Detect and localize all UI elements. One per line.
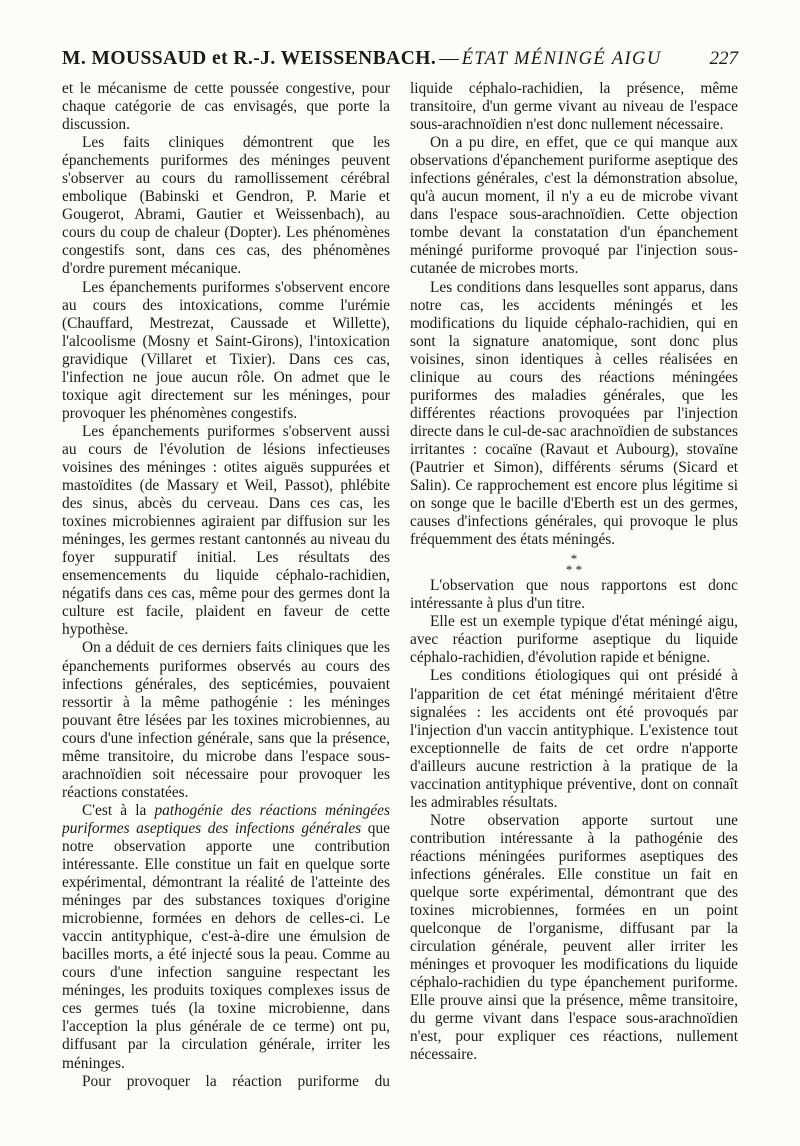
paragraph: Les épanchements puriformes s'observent encore au cours des intoxications, comme l'urémie (Chauffard, Mestrezat, Caussade et Willette), l'alcoolisme (Mosny et Saint-Girons), l'intoxication gravidique (Villaret et Tixier). Dans ces cas, l'infection ne joue aucun rôle. On admet que le toxique agit directement sur les méninges, pour provoquer les phénomènes congestifs. <box>62 278 390 422</box>
page-number: 227 <box>709 48 738 69</box>
running-header <box>62 42 738 76</box>
paragraph: Notre observation apporte surtout une contribution intéressante à la pathogénie des réactions méningées puriformes aseptiques des infections générales. Elle constitue un fait en quelque sorte expérimental, démontrant que des toxines microbiennes, formées en un point quelconque de l'organisme, diffusant par la circulation générale, peuvent aller irriter les méninges et provoquer les modifications du liquide céphalo-rachidien du type épanchement puriforme. Elle prouve ainsi que la présence, même transitoire, du germe vivant dans l'espace sous-arachnoïdien n'est, pour expliquer ces réactions, nullement nécessaire. <box>410 811 738 1064</box>
paragraph-text: C'est à la <box>82 801 155 819</box>
paragraph-text: que notre observation apporte une contribution intéressante. Elle constitue un fait en quelque sorte expérimental, démontrant la réalité de l'atteinte des méninges par des substances toxiques d'origine microbienne, formées en dehors de celles-ci. Le vaccin antityphique, c'est-à-dire une émulsion de bacilles morts, a été injecté sous la peau. Comme au cours d'une infection sanguine respectant les méninges, les produits toxiques complexes issus de ces germes tués (la toxine microbienne, dans l'acception la plus générale de ce terme) ont pu, diffusant par la circulation générale, irriter les méninges. <box>62 819 390 1072</box>
section-separator <box>410 551 738 578</box>
header-separator: — <box>439 48 459 69</box>
paragraph: liquide céphalo-rachidien, la présence, même transitoire, d'un germe vivant au niveau de l'espace sous-arachnoïdien n'est donc nullement nécessaire. <box>410 80 738 134</box>
asterism-top: * <box>570 551 578 567</box>
paragraph: Les conditions dans lesquelles sont apparus, dans notre cas, les accidents méningés et les modifications du liquide céphalo-rachidien, qui en sont la signature anatomique, sont donc plus voisines, sinon identiques à celles réalisées en clinique au cours des réactions méningées puriformes des maladies générales, que les différentes réactions provoquées par l'injection directe dans le cul-de-sac arachnoïdien de substances irritantes : cocaïne (Ravaut et Aubourg), stovaïne (Pautrier et Simon), différents sérums (Sicard et Salin). Ce rapprochement est encore plus légitime si on songe que le bacille d'Eberth est un des germes, causes d'infections générales, qui provoque le plus fréquemment des états méningés. <box>410 278 738 549</box>
paragraph: Les conditions étiologiques qui ont présidé à l'apparition de cet état méningé méritaient d'être signalées : les accidents ont été provoqués par l'injection d'un vaccin antityphique. L'existence tout exceptionnelle de faits de cet ordre n'apporte d'ailleurs aucune restriction à la pratique de la vaccination antityphique préventive, dont on connaît les admirables résultats. <box>410 667 738 811</box>
emphasis-text: pathogénie des réactions méningées puriformes aseptiques des infections générales <box>62 801 390 837</box>
paragraph <box>62 802 390 1073</box>
paragraph: Pour provoquer la réaction puriforme du <box>82 1072 390 1090</box>
paragraph: Les épanchements puriformes s'observent aussi au cours de l'évolution de lésions infectieuses voisines des méninges : otites aiguës suppurées et mastoïdites (de Massary et Weil, Passot), phlébite des sinus, abcès du cerveau. Dans ces cas, les toxines microbiennes agiraient par diffusion sur les méninges, les germes restant cantonnés au niveau du foyer suppuratif initial. Les résultats des ensemencements du liquide céphalo-rachidien, négatifs dans ces cas, même pour des germes dont la culture est facile, plaident en faveur de cette hypothèse. <box>62 422 390 639</box>
asterism-bottom: * * <box>565 562 583 578</box>
left-column <box>62 80 390 1090</box>
paragraph: On a pu dire, en effet, que ce qui manque aux observations d'épanchement puriforme aseptique des infections générales, c'est la démonstration absolue, qu'à aucun moment, il n'y a eu de microbe vivant dans l'espace sous-arachnoïdien. Cette objection tombe devant la constatation d'un épanchement méningé puriforme provoqué par l'injection sous-cutanée de microbes morts. <box>410 134 738 278</box>
paragraph: On a déduit de ces derniers faits cliniques que les épanchements puriformes observés au cours des infections générales, des septicémies, pouvaient ressortir à la même pathogénie : les méninges pouvant être lésées par les toxines microbiennes, au cours d'une infection générale, sans que la présence, même transitoire, du microbe dans l'espace sous-arachnoïdien soit nécessaire pour provoquer les réactions constatées. <box>62 639 390 801</box>
header-title: ÉTAT MÉNINGÉ AIGU <box>461 49 662 69</box>
paragraph: Les faits cliniques démontrent que les épanchements puriformes des méninges peuvent s'observer au cours du ramollissement cérébral embolique (Babinski et Gendron, P. Marie et Gougerot, Abrami, Gautier et Weissenbach), au cours du coup de chaleur (Dopter). Les phénomènes congestifs sont, dans ces cas, des phénomènes d'ordre purement mécanique. <box>62 134 390 278</box>
paragraph: L'observation que nous rapportons est donc intéressante à plus d'un titre. <box>410 577 738 613</box>
paragraph: Elle est un exemple typique d'état méningé aigu, avec réaction puriforme aseptique du liquide céphalo-rachidien, d'évolution rapide et bénigne. <box>410 613 738 667</box>
right-column <box>410 80 738 1090</box>
paragraph: et le mécanisme de cette poussée congestive, pour chaque catégorie de cas envisagés, que porte la discussion. <box>62 80 390 134</box>
header-authors: M. MOUSSAUD et R.-J. WEISSENBACH. <box>62 48 437 69</box>
